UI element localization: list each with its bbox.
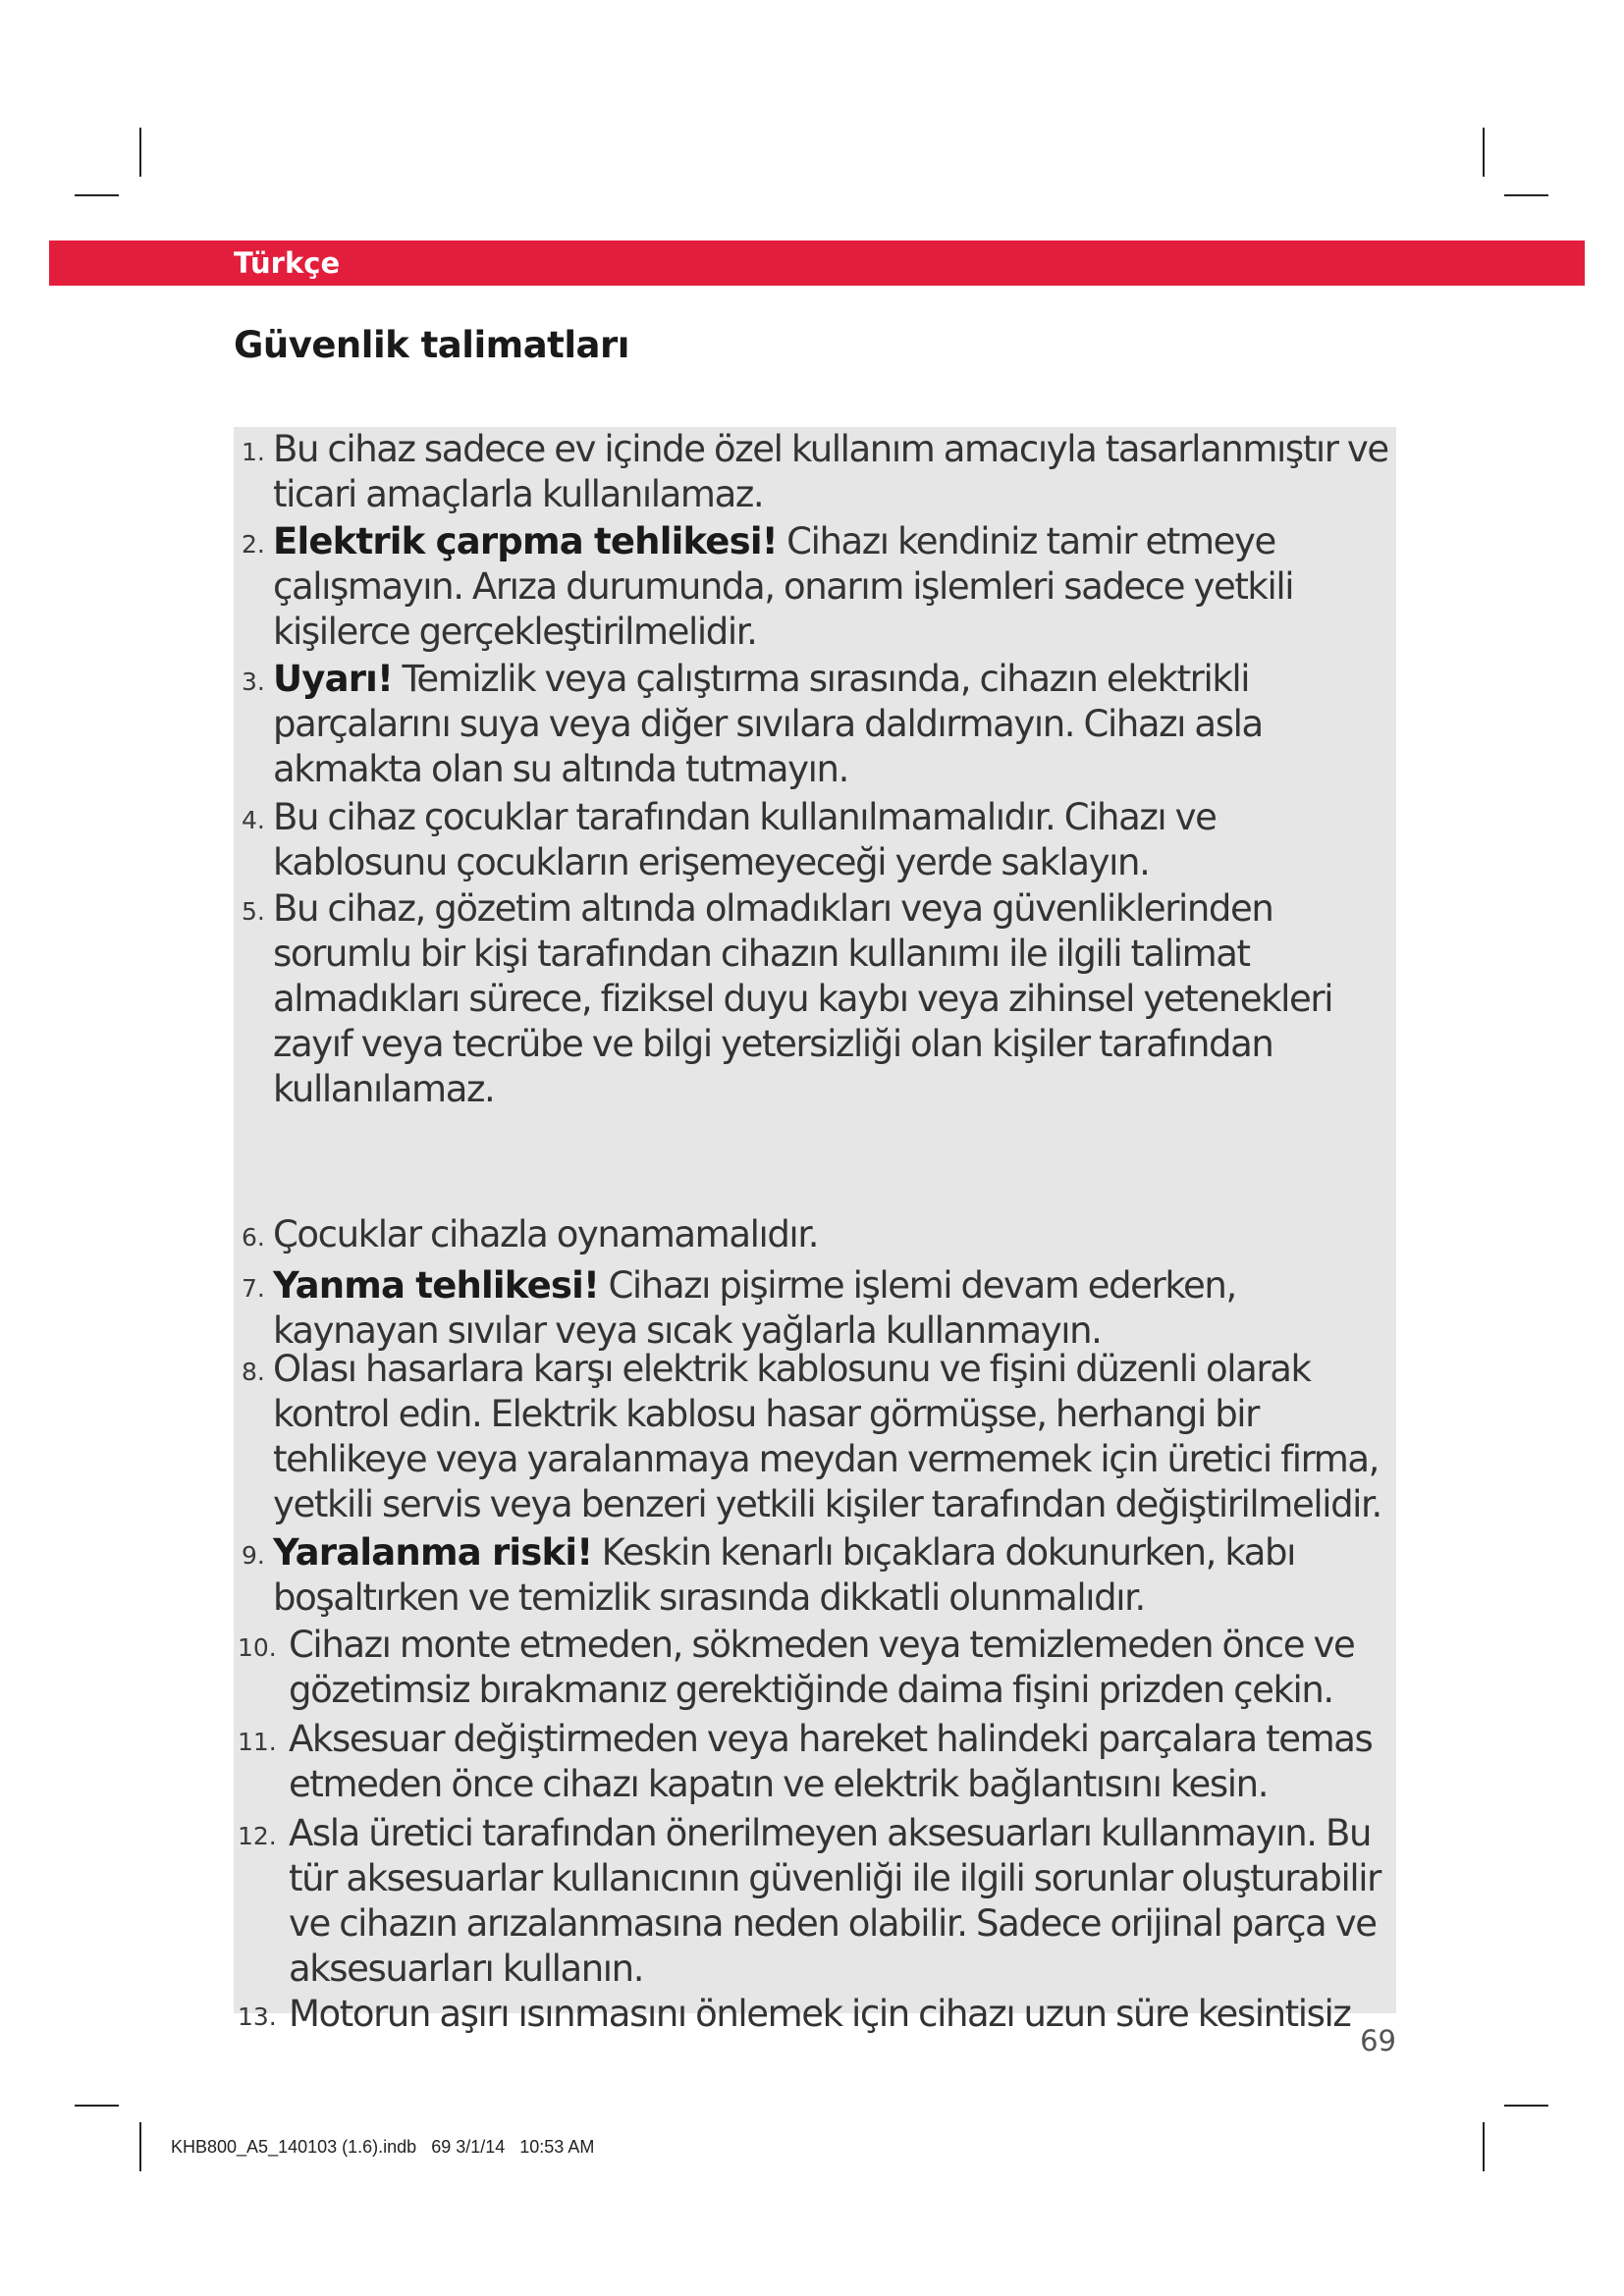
section-title: Güvenlik talimatları bbox=[234, 324, 629, 366]
language-label: Türkçe bbox=[234, 246, 341, 280]
crop-mark-bottom-left-horizontal bbox=[75, 2105, 119, 2107]
instruction-item bbox=[234, 795, 1396, 885]
instruction-text: Keskin kenarlı bıçaklara dokunurken, kabı boşaltırken ve temizlik sırasında dikkatli olunmalıdır. bbox=[273, 1531, 1296, 1619]
instruction-item bbox=[234, 1347, 1396, 1527]
instruction-number: 10. bbox=[238, 1633, 277, 1662]
instruction-number: 6. bbox=[242, 1223, 265, 1252]
print-slug: KHB800_A5_140103 (1.6).indb 69 3/1/14 10:53 AM bbox=[171, 2137, 595, 2157]
instruction-item bbox=[234, 1212, 1396, 1257]
instruction-item bbox=[234, 1530, 1396, 1621]
instruction-item bbox=[234, 886, 1396, 1112]
instruction-warning-lead: Uyarı! bbox=[273, 658, 394, 700]
instruction-number: 12. bbox=[238, 1822, 277, 1850]
instruction-text: Temizlik veya çalıştırma sırasında, cihazın elektrikli parçalarını suya veya diğer sıvılara daldırmayın. Cihazı asla akmakta olan su altında tutmayın. bbox=[273, 658, 1263, 790]
instruction-text: Cihazı monte etmeden, sökmeden veya temizlemeden önce ve gözetimsiz bırakmanız gerektiğinde daima fişini prizden çekin. bbox=[289, 1624, 1355, 1711]
instruction-item bbox=[234, 519, 1396, 655]
instruction-text: Cihazı pişirme işlemi devam ederken, kaynayan sıvılar veya sıcak yağlarla kullanmayın. bbox=[273, 1264, 1236, 1352]
crop-mark-top-left-horizontal bbox=[75, 194, 119, 196]
instruction-number: 11. bbox=[238, 1728, 277, 1756]
instruction-text: Bu cihaz sadece ev içinde özel kullanım amacıyla tasarlanmıştır ve ticari amaçlarla kullanılamaz. bbox=[273, 428, 1388, 515]
instruction-number: 1. bbox=[242, 438, 265, 466]
instruction-text: Aksesuar değiştirmeden veya hareket halindeki parçalara temas etmeden önce cihazı kapatın ve elektrik bağlantısını kesin. bbox=[289, 1718, 1373, 1805]
crop-mark-bottom-right-vertical bbox=[1483, 2122, 1485, 2171]
instruction-text: Bu cihaz çocuklar tarafından kullanılmamalıdır. Cihazı ve kablosunu çocukların erişemeyeceği yerde saklayın. bbox=[273, 796, 1217, 883]
instruction-item bbox=[234, 427, 1396, 517]
instruction-number: 5. bbox=[242, 897, 265, 926]
instruction-number: 3. bbox=[242, 667, 265, 696]
instruction-item bbox=[234, 1623, 1396, 1713]
language-band bbox=[49, 240, 1585, 286]
instruction-number: 7. bbox=[242, 1274, 265, 1303]
crop-mark-top-right-vertical bbox=[1483, 128, 1485, 177]
safety-instructions-box bbox=[234, 427, 1396, 2035]
instruction-warning-lead: Elektrik çarpma tehlikesi! bbox=[273, 520, 778, 562]
crop-mark-bottom-right-horizontal bbox=[1504, 2105, 1548, 2107]
instruction-text: Cihazı kendiniz tamir etmeye çalışmayın. Arıza durumunda, onarım işlemleri sadece yetkili kişilerce gerçekleştirilmelidir. bbox=[273, 520, 1294, 653]
instruction-warning-lead: Yaralanma riski! bbox=[273, 1531, 593, 1574]
instruction-text: Asla üretici tarafından önerilmeyen aksesuarları kullanmayın. Bu tür aksesuarlar kullanıcının güvenliği ile ilgili sorunlar oluşturabilir ve cihazın arızalanmasına neden olabilir. Sadece orijinal parça ve aksesuarları kullanın. bbox=[289, 1812, 1380, 1990]
instruction-text: Çocuklar cihazla oynamamalıdır. bbox=[273, 1213, 819, 1255]
instruction-number: 9. bbox=[242, 1541, 265, 1570]
crop-mark-bottom-left-vertical bbox=[139, 2122, 141, 2171]
instruction-item bbox=[234, 657, 1396, 792]
instruction-number: 13. bbox=[238, 2002, 277, 2031]
instruction-item bbox=[234, 1263, 1396, 1354]
instruction-warning-lead: Yanma tehlikesi! bbox=[273, 1264, 600, 1307]
instruction-text: Bu cihaz, gözetim altında olmadıkları veya güvenliklerinden sorumlu bir kişi tarafından cihazın kullanımı ile ilgili talimat almadıkları sürece, fiziksel duyu kaybı veya zihinsel yetenekleri zayıf veya tecrübe ve bilgi yetersizliği olan kişiler tarafından kullanılamaz. bbox=[273, 887, 1333, 1110]
instruction-item bbox=[234, 1717, 1396, 1807]
page-number: 69 bbox=[1360, 2024, 1396, 2057]
instruction-item bbox=[234, 1811, 1396, 1992]
crop-mark-top-left-vertical bbox=[139, 128, 141, 177]
instruction-item bbox=[234, 1992, 1396, 2037]
instruction-number: 4. bbox=[242, 806, 265, 834]
crop-mark-top-right-horizontal bbox=[1504, 194, 1548, 196]
instruction-text: Olası hasarlara karşı elektrik kablosunu ve fişini düzenli olarak kontrol edin. Elektrik kablosu hasar görmüşse, herhangi bir tehlikeye veya yaralanmaya meydan vermemek için üretici firma, yetkili servis veya benzeri yetkili kişiler tarafından değiştirilmelidir. bbox=[273, 1348, 1381, 1525]
instruction-text: Motorun aşırı ısınmasını önlemek için cihazı uzun süre kesintisiz bbox=[289, 1993, 1351, 2035]
instruction-number: 2. bbox=[242, 530, 265, 559]
instruction-number: 8. bbox=[242, 1358, 265, 1386]
